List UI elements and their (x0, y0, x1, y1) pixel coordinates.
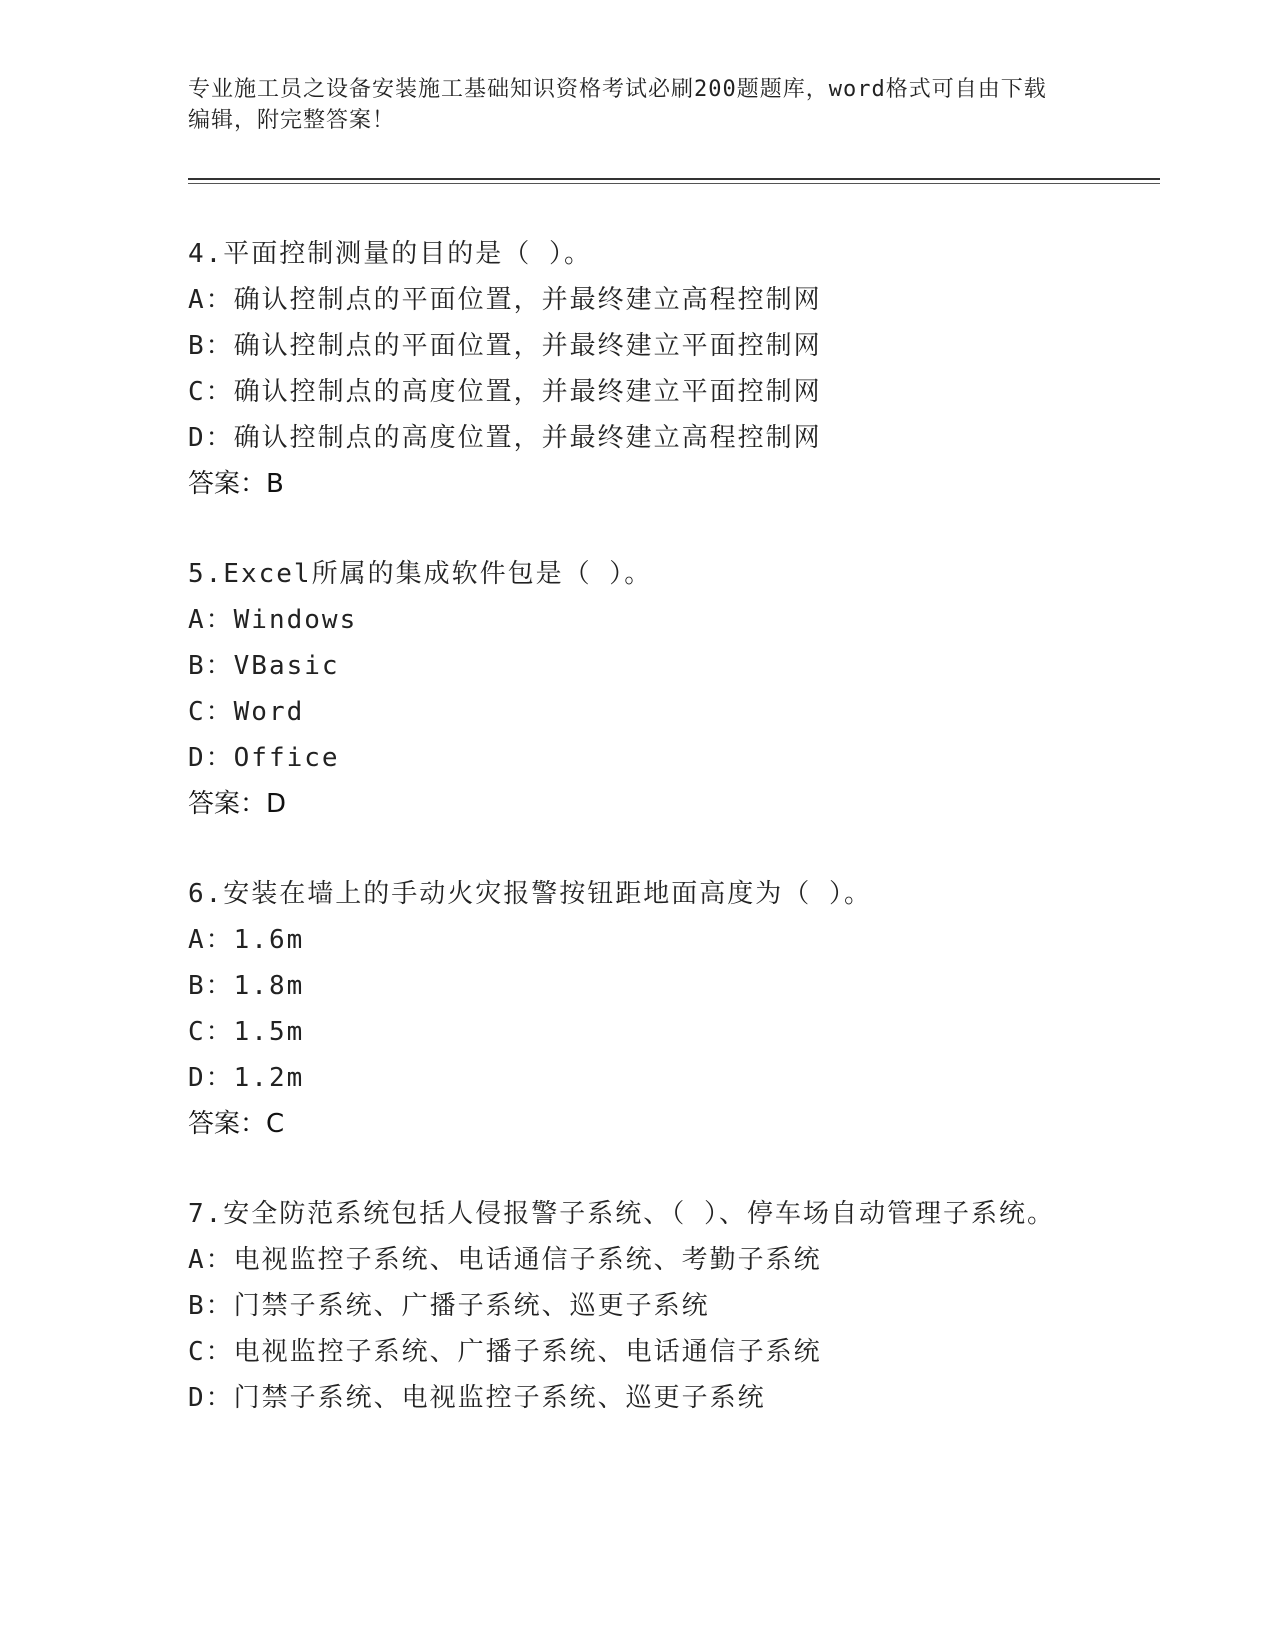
question-5 (188, 551, 1088, 827)
option-d: D：Office (188, 743, 340, 773)
option-a: A：Windows (188, 605, 358, 635)
answer-value: C (266, 1109, 285, 1139)
question-stem: 5.Excel所属的集成软件包是（ ）。 (188, 559, 653, 589)
option-b: B：VBasic (188, 651, 340, 681)
answer-label: 答案： (188, 469, 267, 499)
answer-line (188, 461, 1088, 507)
option-d: D：1.2m (188, 1063, 305, 1093)
option-b: B：门禁子系统、广播子系统、巡更子系统 (188, 1291, 710, 1321)
option-c: C：确认控制点的高度位置，并最终建立平面控制网 (188, 377, 822, 407)
document-header: 专业施工员之设备安装施工基础知识资格考试必刷200题题库，word格式可自由下载编辑，附完整答案！ (188, 77, 1047, 133)
option-a: A：电视监控子系统、电话通信子系统、考勤子系统 (188, 1245, 822, 1275)
question-stem: 6.安装在墙上的手动火灾报警按钮距地面高度为（ ）。 (188, 879, 872, 909)
option-b: B：确认控制点的平面位置，并最终建立平面控制网 (188, 331, 822, 361)
answer-value: B (266, 469, 284, 499)
question-6 (188, 871, 1088, 1147)
option-b: B：1.8m (188, 971, 305, 1001)
option-c: C：Word (188, 697, 305, 727)
answer-label: 答案： (188, 1109, 267, 1139)
header-divider-thin (188, 183, 1160, 184)
answer-line (188, 781, 1088, 827)
option-d: D：门禁子系统、电视监控子系统、巡更子系统 (188, 1383, 766, 1413)
option-c: C：1.5m (188, 1017, 305, 1047)
option-d: D：确认控制点的高度位置，并最终建立高程控制网 (188, 423, 822, 453)
option-a: A：1.6m (188, 925, 305, 955)
header-divider-thick (188, 178, 1160, 180)
question-stem: 4.平面控制测量的目的是（ ）。 (188, 239, 592, 269)
answer-line (188, 1101, 1088, 1147)
option-c: C：电视监控子系统、广播子系统、电话通信子系统 (188, 1337, 822, 1367)
answer-label: 答案： (188, 789, 267, 819)
question-7 (188, 1191, 1088, 1421)
question-stem: 7.安全防范系统包括人侵报警子系统、（ ）、停车场自动管理子系统。 (188, 1199, 1055, 1229)
option-a: A：确认控制点的平面位置，并最终建立高程控制网 (188, 285, 822, 315)
question-4 (188, 231, 1088, 507)
answer-value: D (266, 789, 287, 819)
